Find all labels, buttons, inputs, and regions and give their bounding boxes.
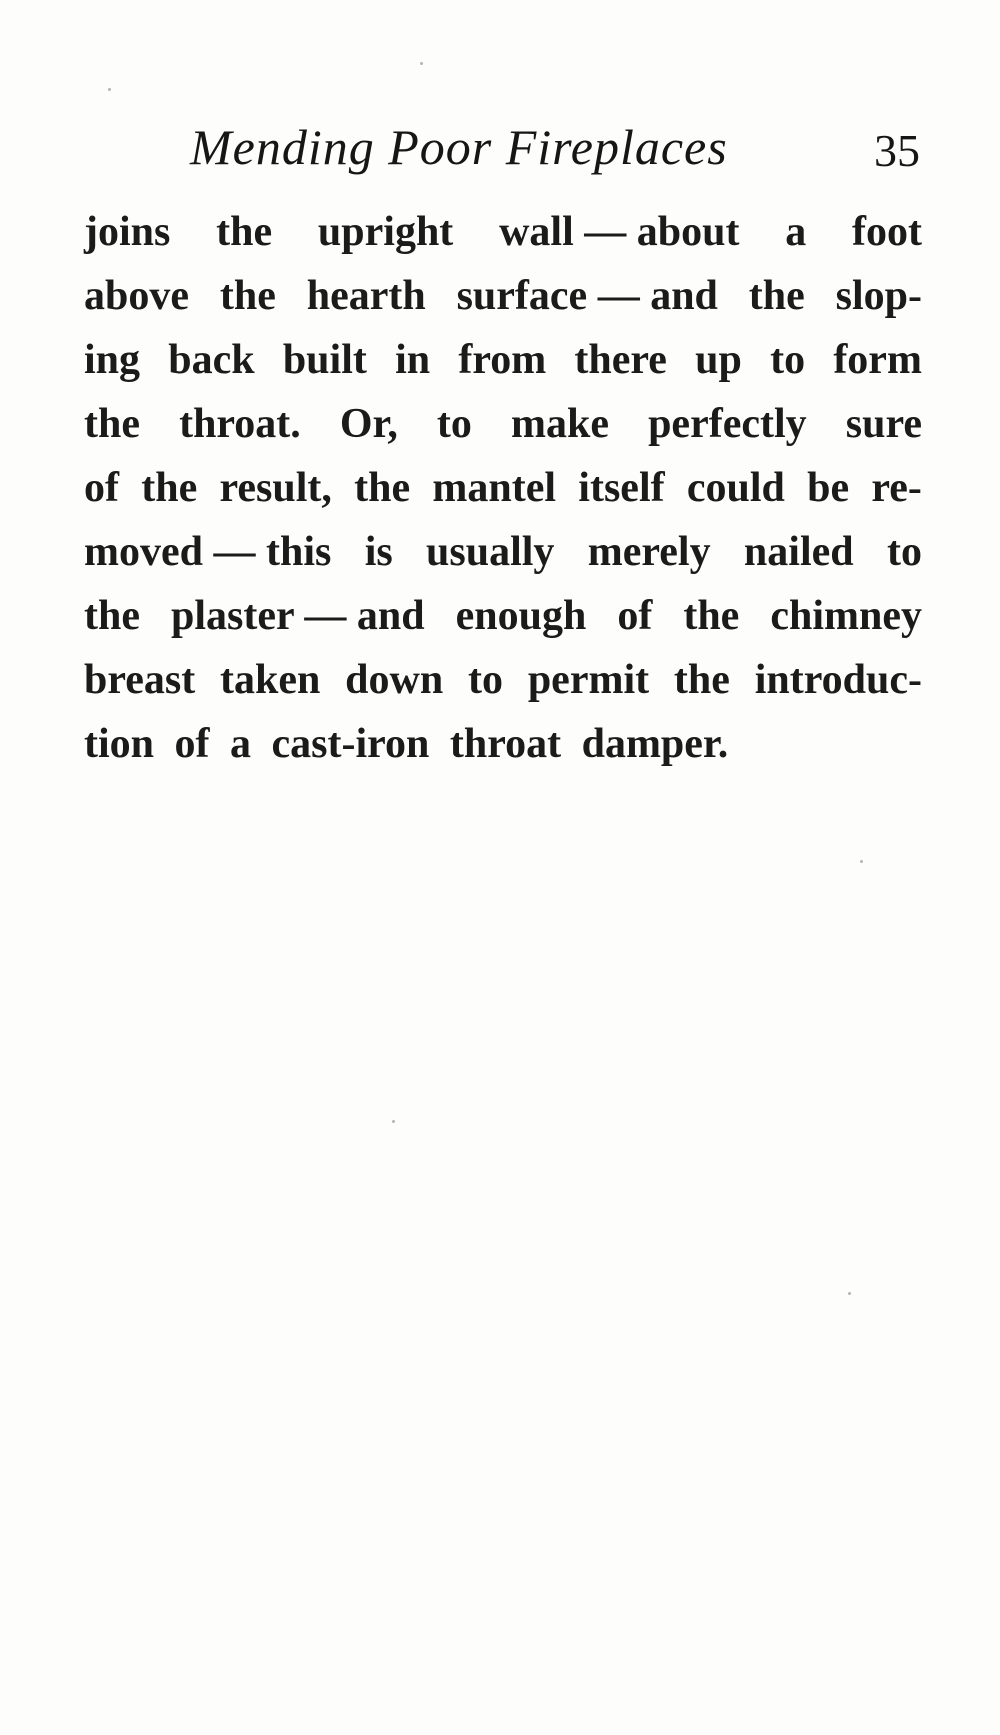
word: up bbox=[695, 337, 742, 383]
word: merely bbox=[587, 529, 711, 575]
word: sure bbox=[845, 401, 922, 447]
word: enough bbox=[455, 593, 587, 639]
word: taken bbox=[220, 657, 321, 703]
word: breast bbox=[84, 657, 196, 703]
line-text: tion of a cast-iron throat damper. bbox=[84, 721, 729, 767]
word: is bbox=[364, 529, 393, 575]
word: could bbox=[686, 465, 785, 511]
text-line bbox=[84, 456, 922, 520]
word: make bbox=[511, 401, 609, 447]
word: to bbox=[436, 401, 472, 447]
word: throat. bbox=[179, 401, 301, 447]
word: the bbox=[141, 465, 198, 511]
word: from bbox=[458, 337, 547, 383]
word: introduc- bbox=[754, 657, 922, 703]
text-line bbox=[84, 328, 922, 392]
word: there bbox=[574, 337, 667, 383]
word: hearth bbox=[306, 273, 426, 319]
word: wall — about bbox=[499, 209, 740, 255]
paper-speck bbox=[108, 88, 111, 91]
word: joins bbox=[84, 209, 171, 255]
text-line-last bbox=[84, 712, 922, 776]
word: of bbox=[84, 465, 119, 511]
word: perfectly bbox=[648, 401, 807, 447]
word: surface — and bbox=[456, 273, 718, 319]
word: a bbox=[785, 209, 807, 255]
running-title: Mending Poor Fireplaces bbox=[190, 119, 728, 175]
text-line bbox=[84, 200, 922, 264]
word: built bbox=[282, 337, 367, 383]
word: the bbox=[673, 657, 730, 703]
word: to bbox=[468, 657, 504, 703]
paper-speck bbox=[420, 62, 423, 65]
word: back bbox=[168, 337, 255, 383]
word: form bbox=[833, 337, 922, 383]
word: upright bbox=[317, 209, 454, 255]
word: the bbox=[84, 401, 140, 447]
word: the bbox=[354, 465, 411, 511]
page-number: 35 bbox=[874, 125, 920, 176]
word: nailed bbox=[743, 529, 854, 575]
body-paragraph bbox=[84, 200, 922, 776]
word: result, bbox=[219, 465, 332, 511]
word: the bbox=[748, 273, 805, 319]
word: itself bbox=[578, 465, 665, 511]
word: Or, bbox=[339, 401, 398, 447]
text-line bbox=[84, 584, 922, 648]
word: to bbox=[886, 529, 922, 575]
text-line bbox=[84, 264, 922, 328]
word: moved — this bbox=[84, 529, 332, 575]
word: the bbox=[219, 273, 276, 319]
word: the bbox=[683, 593, 740, 639]
word: usually bbox=[426, 529, 555, 575]
word: of bbox=[617, 593, 653, 639]
word: be bbox=[807, 465, 850, 511]
word: ing bbox=[84, 337, 141, 383]
paper-speck bbox=[860, 860, 863, 863]
page-header bbox=[190, 118, 920, 188]
word: mantel bbox=[432, 465, 557, 511]
word: chimney bbox=[770, 593, 922, 639]
text-line bbox=[84, 392, 922, 456]
word: permit bbox=[527, 657, 650, 703]
word: foot bbox=[852, 209, 922, 255]
word: in bbox=[395, 337, 431, 383]
word: the bbox=[84, 593, 140, 639]
word: above bbox=[84, 273, 189, 319]
word: plaster — and bbox=[171, 593, 425, 639]
word: down bbox=[345, 657, 444, 703]
paper-speck bbox=[848, 1292, 851, 1295]
text-line bbox=[84, 648, 922, 712]
text-line bbox=[84, 520, 922, 584]
word: the bbox=[216, 209, 273, 255]
word: to bbox=[770, 337, 806, 383]
word: re- bbox=[871, 465, 922, 511]
word: slop- bbox=[835, 273, 922, 319]
paper-speck bbox=[392, 1120, 395, 1123]
